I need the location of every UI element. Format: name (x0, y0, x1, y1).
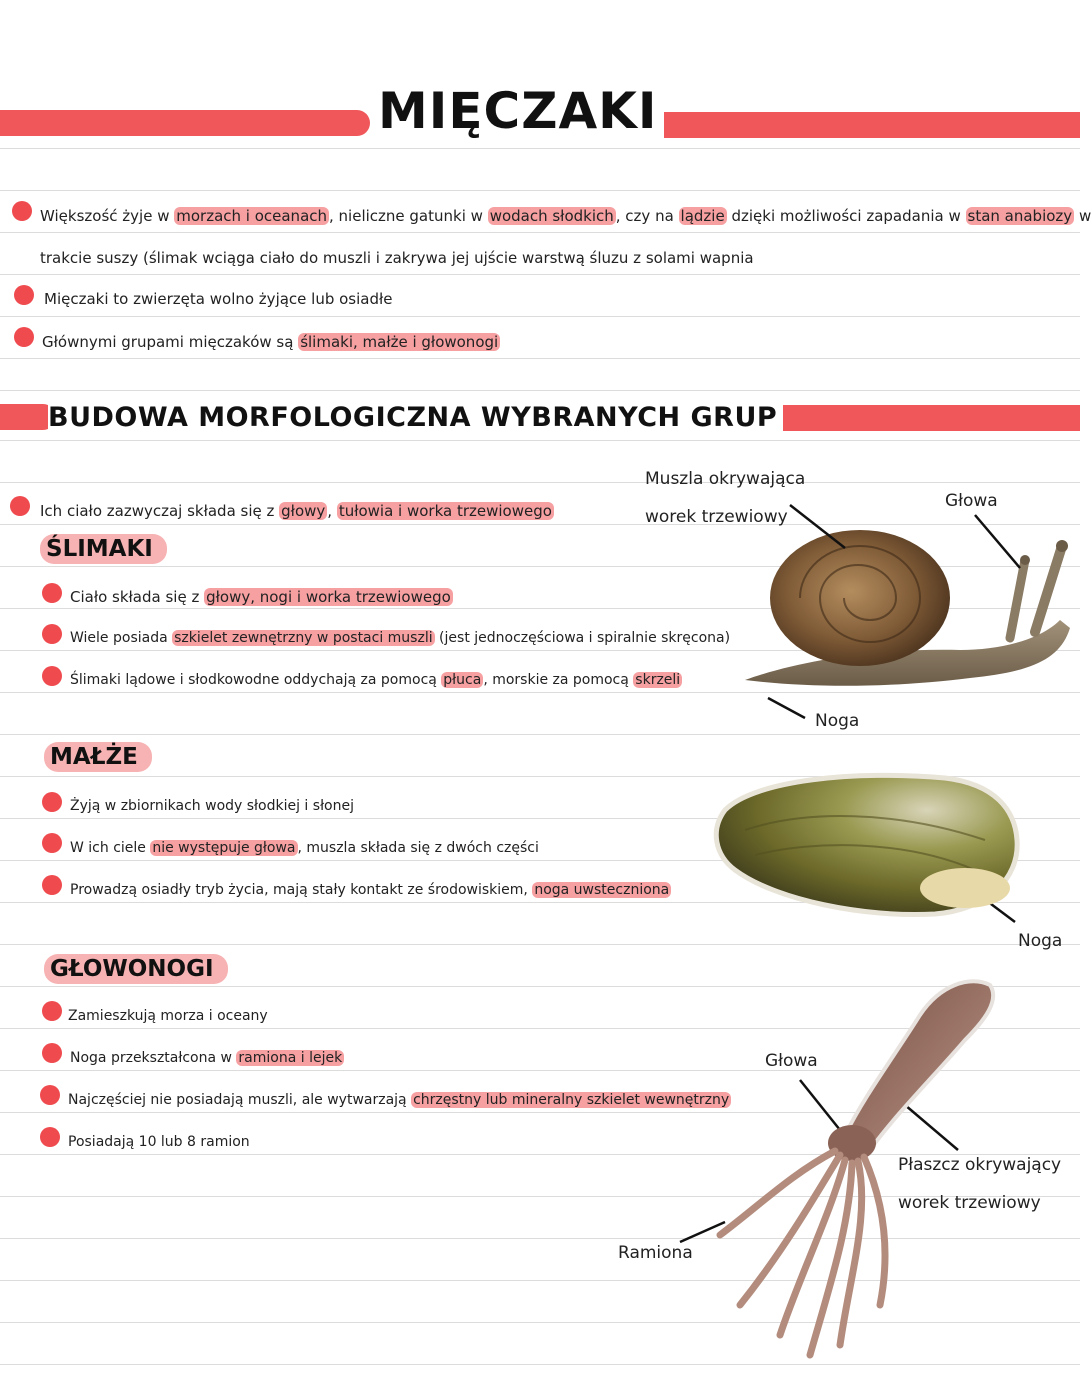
malze-heading: MAŁŻE (44, 742, 152, 772)
label-head-squid: Głowa (765, 1051, 818, 1071)
intro-line-1: Większość żyje w morzach i oceanach , nieliczne gatunki w wodach słodkich , czy na lądzie dzięki możliwości zapadania w stan anabiozy w (40, 207, 1091, 225)
page-title: MIĘCZAKI (372, 82, 664, 140)
label-head: Głowa (945, 491, 998, 511)
glowonogi-heading: GŁOWONOGI (44, 954, 228, 984)
bullet-dot (42, 1043, 62, 1063)
bullet-dot (42, 792, 62, 812)
label-foot: Noga (815, 711, 860, 731)
body-intro-line: Ich ciało zazwyczaj składa się z głowy , tułowia i worka trzewiowego (40, 502, 552, 520)
label-mantle: Płaszcz okrywający worek trzewiowy (898, 1155, 1062, 1213)
slimaki-bullet-2: Wiele posiada szkielet zewnętrzny w postaci muszli (jest jednoczęściowa i spiralnie skręcona) (70, 630, 731, 646)
intro-line-2: trakcie suszy (ślimak wciąga ciało do muszli i zakrywa jej ujście warstwą śluzu z solami wapnia (40, 249, 754, 267)
slimaki-bullet-3: Ślimaki lądowe i słodkowodne oddychają za pomocą płuca , morskie za pomocą skrzeli (70, 672, 681, 688)
label-foot-mussel: Noga (1018, 931, 1063, 951)
bullet-dot (40, 1085, 60, 1105)
glowonogi-bullet-1: Zamieszkują morza i oceany (68, 1008, 268, 1024)
mussel-illustration (715, 770, 1025, 920)
glowonogi-bullet-3: Najczęściej nie posiadają muszli, ale wytwarzają chrzęstny lub mineralny szkielet wewnętrzny (68, 1092, 730, 1108)
malze-bullet-1: Żyją w zbiornikach wody słodkiej i słonej (70, 798, 354, 814)
label-arms: Ramiona (618, 1243, 693, 1263)
intro-line-3: Mięczaki to zwierzęta wolno żyjące lub osiadłe (44, 290, 393, 308)
bullet-dot (42, 1001, 62, 1021)
slimaki-heading: ŚLIMAKI (40, 534, 167, 564)
bullet-dot (42, 875, 62, 895)
bullet-dot (40, 1127, 60, 1147)
glowonogi-bullet-4: Posiadają 10 lub 8 ramion (68, 1134, 250, 1150)
malze-bullet-3: Prowadzą osiadły tryb życia, mają stały kontakt ze środowiskiem, noga uwsteczniona (70, 882, 670, 898)
slimaki-bullet-1: Ciało składa się z głowy, nogi i worka trzewiowego (70, 588, 451, 606)
malze-bullet-2: W ich ciele nie występuje głowa , muszla składa się z dwóch części (70, 840, 539, 856)
label-shell: Muszla okrywająca worek trzewiowy (645, 469, 806, 527)
intro-line-4: Głównymi grupami mięczaków są ślimaki, małże i głowonogi (42, 333, 499, 351)
bullet-dot (42, 833, 62, 853)
section-title: BUDOWA MORFOLOGICZNA WYBRANYCH GRUP (48, 402, 783, 433)
glowonogi-bullet-2: Noga przekształcona w ramiona i lejek (70, 1050, 343, 1066)
